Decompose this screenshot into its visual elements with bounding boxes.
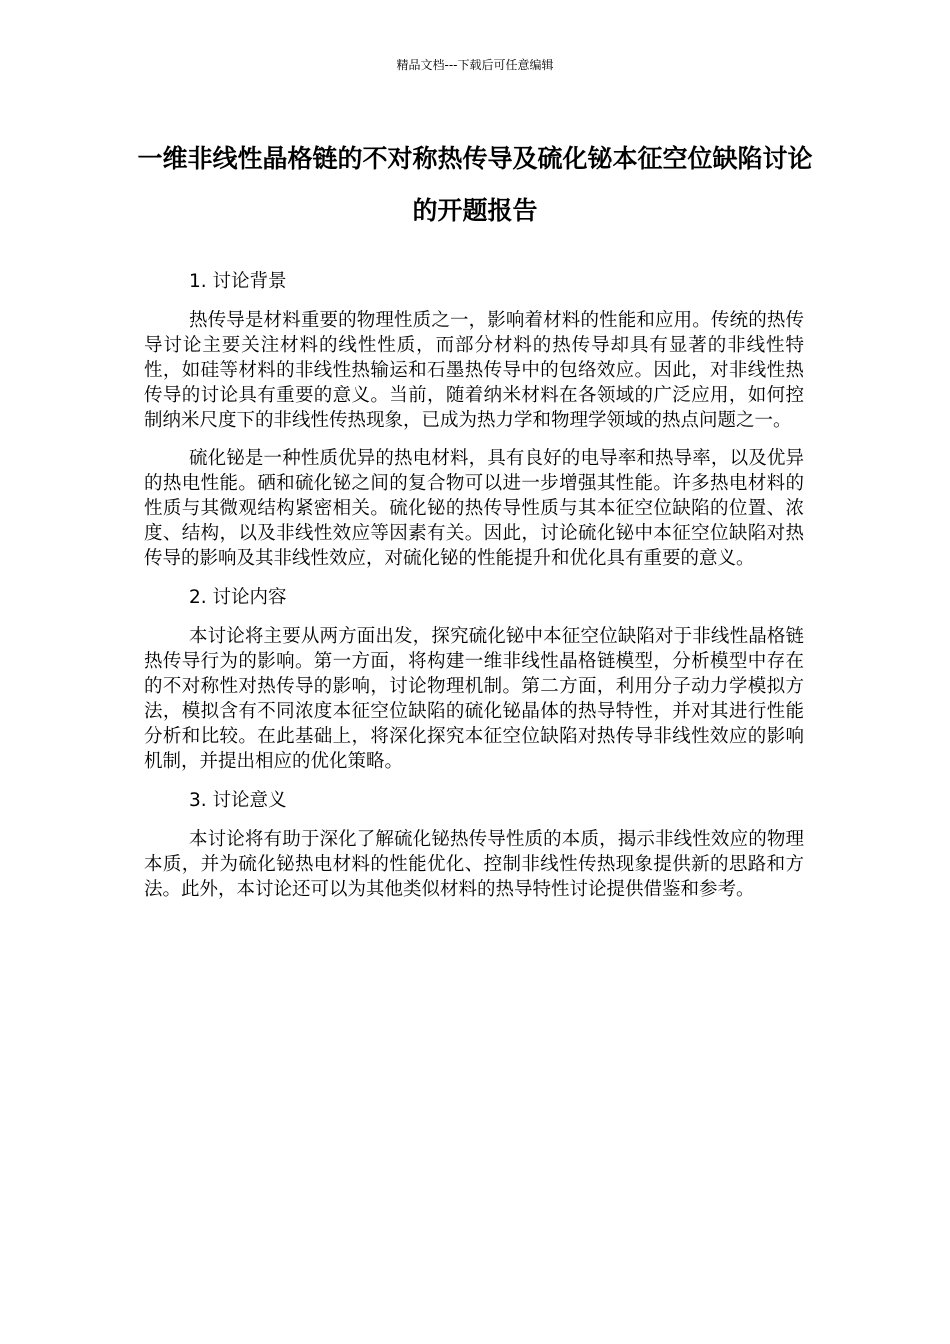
paragraph-content-1: 本讨论将主要从两方面出发，探究硫化铋中本征空位缺陷对于非线性晶格链热传导行为的影响。第一方面，将构建一维非线性晶格链模型，分析模型中存在的不对称性对热传导的影响，讨论物理机制。第二方面，利用分子动力学模拟方法，模拟含有不同浓度本征空位缺陷的硫化铋晶体的热导特性，并对其进行性能分析和比较。在此基础上，将深化探究本征空位缺陷对热传导非线性效应的影响机制，并提出相应的优化策略。 (144, 626, 804, 772)
section-heading-significance: 3. 讨论意义 (189, 790, 287, 811)
header-note: 精品文档---下载后可任意编辑 (396, 58, 554, 72)
paragraph-significance-1: 本讨论将有助于深化了解硫化铋热传导性质的本质，揭示非线性效应的物理本质，并为硫化铋热电材料的性能优化、控制非线性传热现象提供新的思路和方法。此外，本讨论还可以为其他类似材料的热导特性讨论提供借鉴和参考。 (144, 829, 804, 900)
document-title: 一维非线性晶格链的不对称热传导及硫化铋本征空位缺陷讨论的开题报告 (137, 144, 813, 225)
paragraph-background-2: 硫化铋是一种性质优异的热电材料，具有良好的电导率和热导率，以及优异的热电性能。硒和硫化铋之间的复合物可以进一步增强其性能。许多热电材料的性质与其微观结构紧密相关。硫化铋的热传导性质与其本征空位缺陷的位置、浓度、结构，以及非线性效应等因素有关。因此，讨论硫化铋中本征空位缺陷对热传导的影响及其非线性效应，对硫化铋的性能提升和优化具有重要的意义。 (144, 448, 804, 569)
document-body (144, 268, 804, 915)
section-heading-background: 1. 讨论背景 (189, 271, 287, 292)
section-heading-content: 2. 讨论内容 (189, 587, 287, 608)
paragraph-background-1: 热传导是材料重要的物理性质之一，影响着材料的性能和应用。传统的热传导讨论主要关注材料的线性性质，而部分材料的热传导却具有显著的非线性特性，如硅等材料的非线性热输运和石墨热传导中的包络效应。因此，对非线性热传导的讨论具有重要的意义。当前，随着纳米材料在各领域的广泛应用，如何控制纳米尺度下的非线性传热现象，已成为热力学和物理学领域的热点问题之一。 (144, 310, 804, 431)
